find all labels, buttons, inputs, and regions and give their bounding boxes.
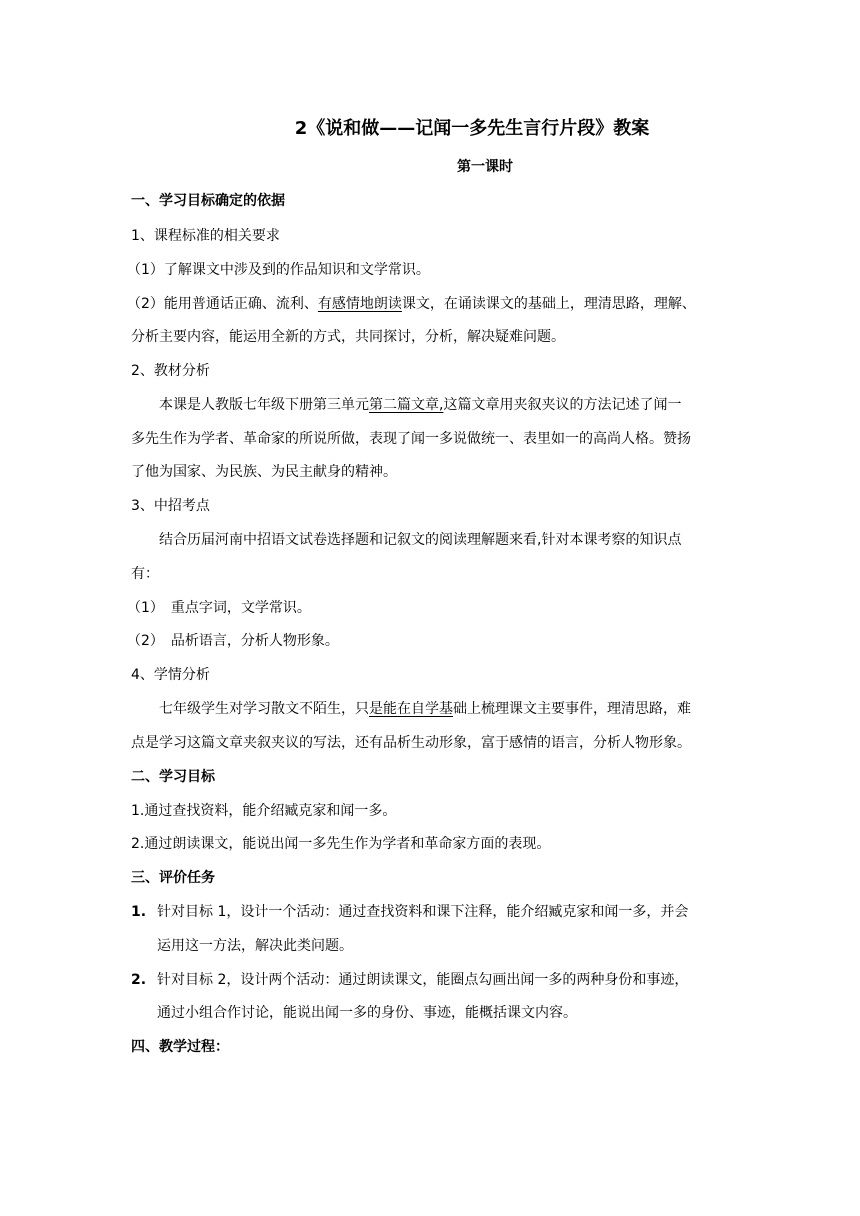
subsection-exam: 3、中招考点 (131, 498, 210, 514)
paragraph: 了他为国家、为民族、为民主献身的精神。 (131, 464, 397, 480)
subsection-curriculum: 1、课程标准的相关要求 (131, 228, 280, 244)
section-heading-evaluation: 三、评价任务 (131, 870, 215, 886)
paragraph: 多先生作为学者、革命家的所说所做，表现了闻一多说做统一、表里如一的高尚人格。赞扬 (131, 431, 691, 447)
list-item: 2.通过朗读课文，能说出闻一多先生作为学者和革命家方面的表现。 (131, 836, 551, 852)
paragraph: 运用这一方法，解决此类问题。 (157, 938, 353, 954)
paragraph: 结合历届河南中招语文试卷选择题和记叙文的阅读理解题来看,针对本课考察的知识点 (159, 532, 682, 548)
list-number: 1. (131, 904, 147, 920)
text: 这篇文章用夹叙夹议的方法记述了闻一 (443, 397, 682, 413)
list-item (131, 970, 688, 990)
paragraph (159, 395, 681, 415)
document-title: 2《说和做——记闻一多先生言行片段》教案 (294, 118, 650, 139)
paragraph (127, 294, 696, 314)
paragraph (159, 699, 691, 719)
section-heading-objectives: 二、学习目标 (131, 769, 215, 785)
paragraph: 通过小组合作讨论，能说出闻一多的身份、事迹，能概括课文内容。 (157, 1005, 577, 1021)
section-heading-process: 四、教学过程： (131, 1039, 229, 1055)
text: 课文，在诵读课文的基础上，理清思路，理解、 (401, 296, 696, 312)
text: 七年级学生对学习散文不陌生，只 (159, 701, 369, 717)
text: 针对目标 2，设计两个活动：通过朗读课文，能圈点勾画出闻一多的两种身份和事迹， (157, 972, 689, 988)
list-item: （1） 重点字词，文学常识。 (127, 600, 311, 616)
paragraph: 分析主要内容，能运用全新的方式，共同探讨，分析，解决疑难问题。 (131, 329, 565, 345)
paragraph: 点是学习这篇文章夹叙夹议的写法，还有品析生动形象，富于感情的语言，分析人物形象。 (131, 735, 691, 751)
underlined-text: 第二篇文章, (369, 397, 444, 413)
list-number: 2. (131, 972, 147, 988)
underlined-text: 是能在自学基 (369, 701, 453, 717)
underlined-text: 有感情地朗读 (317, 296, 402, 312)
text: 础上梳理课文主要事件，理清思路，难 (453, 701, 691, 717)
section-heading-basis: 一、学习目标确定的依据 (131, 193, 285, 209)
subsection-textbook: 2、教材分析 (131, 363, 210, 379)
text: （2）能用普通话正确、流利、 (127, 296, 318, 312)
list-item: （2） 品析语言，分析人物形象。 (127, 633, 339, 649)
paragraph: 有： (131, 566, 159, 582)
text: 本课是人教版七年级下册第三单元 (159, 397, 369, 413)
document-subtitle: 第一课时 (457, 159, 513, 175)
text: 针对目标 1，设计一个活动：通过查找资料和课下注释，能介绍臧克家和闻一多，并会 (157, 904, 689, 920)
subsection-students: 4、学情分析 (131, 667, 210, 683)
paragraph: （1）了解课文中涉及到的作品知识和文学常识。 (127, 262, 430, 278)
list-item: 1.通过查找资料，能介绍臧克家和闻一多。 (131, 803, 397, 819)
list-item (131, 902, 688, 922)
